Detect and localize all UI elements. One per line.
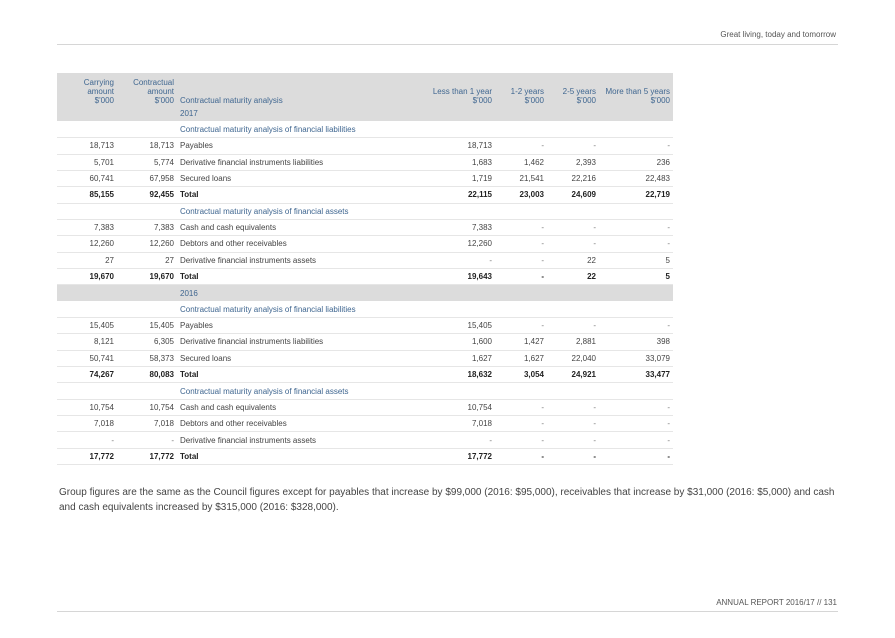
maturity-analysis-table — [57, 73, 673, 465]
cell-c4 — [495, 105, 547, 121]
cell-c4: - — [495, 432, 547, 448]
cell-c2: 58,373 — [117, 350, 177, 366]
cell-c5: 22 — [547, 252, 599, 268]
cell-c4: - — [495, 219, 547, 235]
cell-c5 — [547, 105, 599, 121]
cell-c6: 398 — [599, 334, 673, 350]
cell-c6: 236 — [599, 154, 673, 170]
cell-c4: - — [495, 236, 547, 252]
cell-c3: 19,643 — [429, 268, 495, 284]
cell-c5: - — [547, 399, 599, 415]
cell-c2 — [117, 285, 177, 301]
cell-c6: - — [599, 432, 673, 448]
line-item-label: Total — [177, 367, 429, 383]
cell-c3: 10,754 — [429, 399, 495, 415]
cell-c5: 2,881 — [547, 334, 599, 350]
cell-c4 — [495, 121, 547, 137]
cell-c4: 23,003 — [495, 187, 547, 203]
table-body — [57, 105, 673, 465]
cell-c1: 12,260 — [57, 236, 117, 252]
cell-c6 — [599, 121, 673, 137]
cell-c1 — [57, 105, 117, 121]
line-item-label: Payables — [177, 138, 429, 154]
section-heading-row — [57, 301, 673, 317]
line-item-label: Derivative financial instruments liabilities — [177, 334, 429, 350]
cell-c2 — [117, 105, 177, 121]
cell-c5: 2,393 — [547, 154, 599, 170]
cell-c3: 1,600 — [429, 334, 495, 350]
cell-c3: 18,713 — [429, 138, 495, 154]
cell-c3: 1,719 — [429, 170, 495, 186]
cell-c2: 6,305 — [117, 334, 177, 350]
cell-c2: 17,772 — [117, 448, 177, 464]
cell-c3: 1,683 — [429, 154, 495, 170]
cell-c4: - — [495, 399, 547, 415]
cell-c6: - — [599, 219, 673, 235]
header-analysis: Contractual maturity analysis — [177, 73, 429, 105]
cell-c5: - — [547, 448, 599, 464]
line-item-label: Total — [177, 187, 429, 203]
table-row — [57, 334, 673, 350]
line-item-label: Cash and cash equivalents — [177, 399, 429, 415]
cell-c3 — [429, 105, 495, 121]
cell-c6 — [599, 285, 673, 301]
cell-c5 — [547, 285, 599, 301]
cell-c3: 1,627 — [429, 350, 495, 366]
cell-c3: 18,632 — [429, 367, 495, 383]
cell-c2: 18,713 — [117, 138, 177, 154]
table-row — [57, 219, 673, 235]
cell-c4 — [495, 383, 547, 399]
line-item-label: Derivative financial instruments assets — [177, 252, 429, 268]
cell-c3: 15,405 — [429, 317, 495, 333]
table-row — [57, 138, 673, 154]
cell-c3: 12,260 — [429, 236, 495, 252]
cell-c1: 15,405 — [57, 317, 117, 333]
cell-c3: 7,383 — [429, 219, 495, 235]
cell-c1 — [57, 285, 117, 301]
table-header-row — [57, 73, 673, 105]
section-heading: Contractual maturity analysis of financial liabilities — [177, 301, 429, 317]
cell-c4: - — [495, 317, 547, 333]
cell-c1: 19,670 — [57, 268, 117, 284]
group-figures-note: Group figures are the same as the Council figures except for payables that increase by $99,000 (2016: $95,000), receivables that increase by $31,000 (2016: $5,000) and cash and cash equivalents increased by $315,000 (2016: $328,000). — [59, 487, 835, 513]
cell-c2: 19,670 — [117, 268, 177, 284]
section-heading-row — [57, 383, 673, 399]
cell-c2: 15,405 — [117, 317, 177, 333]
cell-c6: - — [599, 317, 673, 333]
cell-c6 — [599, 301, 673, 317]
cell-c4 — [495, 285, 547, 301]
line-item-label: Derivative financial instruments liabilities — [177, 154, 429, 170]
total-row — [57, 367, 673, 383]
cell-c4 — [495, 203, 547, 219]
cell-c1: 18,713 — [57, 138, 117, 154]
table-row — [57, 350, 673, 366]
cell-c3: - — [429, 252, 495, 268]
cell-c5 — [547, 121, 599, 137]
cell-c5: - — [547, 236, 599, 252]
footer-divider — [57, 611, 838, 612]
table-row — [57, 416, 673, 432]
total-row — [57, 268, 673, 284]
year-row — [57, 285, 673, 301]
cell-c4 — [495, 301, 547, 317]
line-item-label: Total — [177, 448, 429, 464]
cell-c3: - — [429, 432, 495, 448]
cell-c6: 33,477 — [599, 367, 673, 383]
page-header-tagline: Great living, today and tomorrow — [720, 30, 836, 39]
cell-c1: 10,754 — [57, 399, 117, 415]
year-row — [57, 105, 673, 121]
cell-c1: 85,155 — [57, 187, 117, 203]
total-row — [57, 448, 673, 464]
cell-c2: 80,083 — [117, 367, 177, 383]
cell-c4: 1,462 — [495, 154, 547, 170]
cell-c1: 7,018 — [57, 416, 117, 432]
cell-c1: 50,741 — [57, 350, 117, 366]
cell-c5: 24,921 — [547, 367, 599, 383]
header-more-than-5-years: More than 5 years $'000 — [599, 73, 673, 105]
header-carrying-amount: Carrying amount $'000 — [57, 73, 117, 105]
cell-c1 — [57, 383, 117, 399]
cell-c4: 3,054 — [495, 367, 547, 383]
cell-c3: 17,772 — [429, 448, 495, 464]
cell-c5: - — [547, 219, 599, 235]
cell-c6: - — [599, 416, 673, 432]
cell-c5: - — [547, 432, 599, 448]
cell-c6 — [599, 383, 673, 399]
cell-c2: 7,018 — [117, 416, 177, 432]
year-label: 2017 — [177, 105, 429, 121]
line-item-label: Payables — [177, 317, 429, 333]
line-item-label: Secured loans — [177, 170, 429, 186]
table-row — [57, 432, 673, 448]
table-row — [57, 317, 673, 333]
cell-c5 — [547, 383, 599, 399]
cell-c6: 33,079 — [599, 350, 673, 366]
cell-c2: 92,455 — [117, 187, 177, 203]
cell-c6: 5 — [599, 252, 673, 268]
table-row — [57, 170, 673, 186]
cell-c1: 7,383 — [57, 219, 117, 235]
header-divider — [57, 44, 838, 45]
cell-c4: - — [495, 268, 547, 284]
cell-c1 — [57, 301, 117, 317]
total-row — [57, 187, 673, 203]
table-row — [57, 154, 673, 170]
cell-c5: 22 — [547, 268, 599, 284]
cell-c4: - — [495, 416, 547, 432]
line-item-label: Cash and cash equivalents — [177, 219, 429, 235]
line-item-label: Debtors and other receivables — [177, 416, 429, 432]
line-item-label: Debtors and other receivables — [177, 236, 429, 252]
cell-c4: 1,427 — [495, 334, 547, 350]
cell-c3 — [429, 285, 495, 301]
section-heading-row — [57, 203, 673, 219]
cell-c4: - — [495, 138, 547, 154]
cell-c4: 1,627 — [495, 350, 547, 366]
cell-c6: 22,719 — [599, 187, 673, 203]
line-item-label: Secured loans — [177, 350, 429, 366]
cell-c6 — [599, 105, 673, 121]
header-contractual-amount: Contractual amount $'000 — [117, 73, 177, 105]
cell-c3: 22,115 — [429, 187, 495, 203]
cell-c2: 27 — [117, 252, 177, 268]
page-footer: ANNUAL REPORT 2016/17 // 131 — [716, 598, 837, 607]
cell-c5 — [547, 203, 599, 219]
cell-c2 — [117, 301, 177, 317]
header-less-than-1-year: Less than 1 year $'000 — [429, 73, 495, 105]
cell-c4: - — [495, 448, 547, 464]
cell-c2: 7,383 — [117, 219, 177, 235]
cell-c2: 5,774 — [117, 154, 177, 170]
line-item-label: Total — [177, 268, 429, 284]
header-1-2-years: 1-2 years $'000 — [495, 73, 547, 105]
cell-c4: 21,541 — [495, 170, 547, 186]
cell-c5: - — [547, 317, 599, 333]
table-row — [57, 252, 673, 268]
cell-c1: 17,772 — [57, 448, 117, 464]
cell-c2 — [117, 121, 177, 137]
cell-c1: 60,741 — [57, 170, 117, 186]
cell-c3 — [429, 203, 495, 219]
cell-c5: 22,040 — [547, 350, 599, 366]
cell-c3 — [429, 383, 495, 399]
header-2-5-years: 2-5 years $'000 — [547, 73, 599, 105]
cell-c1: 74,267 — [57, 367, 117, 383]
line-item-label: Derivative financial instruments assets — [177, 432, 429, 448]
table-row — [57, 399, 673, 415]
section-heading-row — [57, 121, 673, 137]
cell-c3: 7,018 — [429, 416, 495, 432]
cell-c3 — [429, 301, 495, 317]
cell-c2: - — [117, 432, 177, 448]
cell-c1 — [57, 203, 117, 219]
cell-c1 — [57, 121, 117, 137]
cell-c2: 12,260 — [117, 236, 177, 252]
cell-c2: 67,958 — [117, 170, 177, 186]
cell-c5: 24,609 — [547, 187, 599, 203]
cell-c6: 22,483 — [599, 170, 673, 186]
year-label: 2016 — [177, 285, 429, 301]
table-row — [57, 236, 673, 252]
cell-c5: - — [547, 416, 599, 432]
cell-c6: 5 — [599, 268, 673, 284]
cell-c2 — [117, 383, 177, 399]
cell-c5: 22,216 — [547, 170, 599, 186]
cell-c4: - — [495, 252, 547, 268]
cell-c2: 10,754 — [117, 399, 177, 415]
cell-c1: 27 — [57, 252, 117, 268]
cell-c5: - — [547, 138, 599, 154]
cell-c2 — [117, 203, 177, 219]
cell-c6: - — [599, 448, 673, 464]
cell-c1: - — [57, 432, 117, 448]
cell-c6: - — [599, 138, 673, 154]
section-heading: Contractual maturity analysis of financial assets — [177, 203, 429, 219]
section-heading: Contractual maturity analysis of financial assets — [177, 383, 429, 399]
cell-c6: - — [599, 236, 673, 252]
cell-c3 — [429, 121, 495, 137]
cell-c6: - — [599, 399, 673, 415]
section-heading: Contractual maturity analysis of financial liabilities — [177, 121, 429, 137]
cell-c5 — [547, 301, 599, 317]
cell-c1: 5,701 — [57, 154, 117, 170]
cell-c1: 8,121 — [57, 334, 117, 350]
cell-c6 — [599, 203, 673, 219]
